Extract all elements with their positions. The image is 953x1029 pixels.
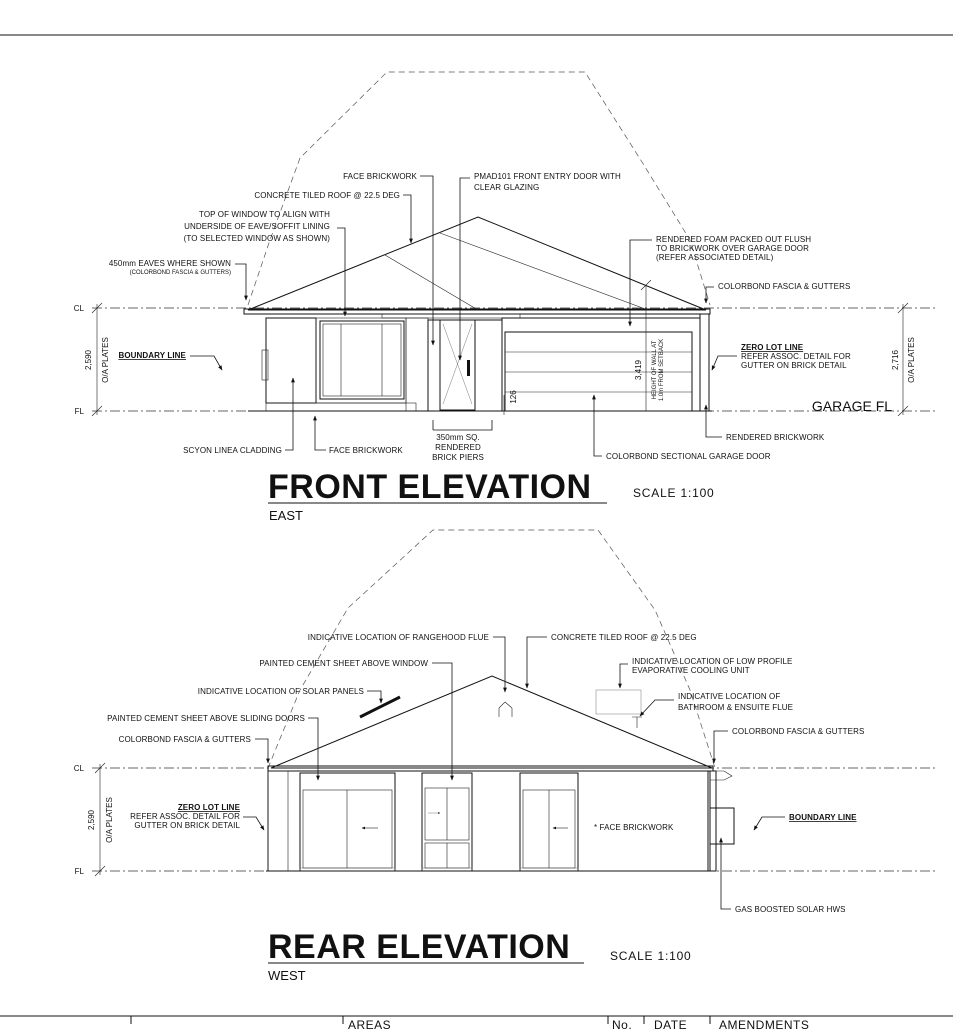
rear-scale: SCALE 1:100 — [610, 949, 692, 963]
front-label-zero-lot-2: REFER ASSOC. DETAIL FOR — [741, 352, 851, 361]
rear-label-boundary: BOUNDARY LINE — [789, 813, 857, 822]
front-label-door-1: PMAD101 FRONT ENTRY DOOR WITH — [474, 172, 621, 181]
title-block-date: DATE — [654, 1018, 688, 1029]
rear-sliding-door-left — [300, 773, 395, 871]
front-dim-left-note: O/A PLATES — [101, 337, 110, 383]
front-label-eaves-2: (COLORBOND FASCIA & GUTTERS) — [129, 270, 231, 276]
rear-rangehood-flue — [499, 702, 512, 717]
front-label-foam-1: RENDERED FOAM PACKED OUT FLUSH — [656, 235, 812, 244]
front-subtitle: EAST — [269, 508, 303, 523]
front-label-foam-2: TO BRICKWORK OVER GARAGE DOOR — [656, 244, 809, 253]
rear-label-cooling-1: INDICATIVE LOCATION OF LOW PROFILE — [632, 657, 793, 666]
front-label-foam-3: (REFER ASSOCIATED DETAIL) — [656, 253, 774, 262]
rear-label-zero-lot-2: REFER ASSOC. DETAIL FOR — [130, 812, 240, 821]
front-label-boundary: BOUNDARY LINE — [118, 351, 186, 360]
front-label-window-align-2: UNDERSIDE OF EAVE/SOFFIT LINING — [184, 222, 330, 231]
front-label-eaves-1: 450mm EAVES WHERE SHOWN — [108, 259, 231, 268]
rear-label-bath-2: BATHROOM & ENSUITE FLUE — [678, 703, 794, 712]
front-title: FRONT ELEVATION — [268, 468, 592, 506]
front-label-window-align-1: TOP OF WINDOW TO ALIGN WITH — [198, 210, 330, 219]
front-scale: SCALE 1:100 — [633, 486, 715, 500]
title-block — [131, 1016, 809, 1029]
rear-title: REAR ELEVATION — [268, 928, 571, 966]
rear-label-bath-1: INDICATIVE LOCATION OF — [678, 692, 781, 701]
front-label-piers-2: RENDERED — [435, 443, 481, 452]
rear-downpipe — [708, 771, 716, 871]
front-fl-label: FL — [74, 407, 84, 416]
rear-hws-unit — [710, 808, 734, 844]
front-downpipe — [700, 314, 709, 411]
front-dim-wall-value: 3,419 — [634, 359, 643, 381]
front-label-window-align-3: (TO SELECTED WINDOW AS SHOWN) — [183, 234, 330, 243]
rear-label-face-brickwork: * FACE BRICKWORK — [594, 823, 674, 832]
rear-solar-panel — [360, 697, 400, 717]
front-pier-left — [406, 318, 428, 411]
front-label-zero-lot-3: GUTTER ON BRICK DETAIL — [741, 361, 847, 370]
rear-label-cement-window: PAINTED CEMENT SHEET ABOVE WINDOW — [259, 659, 428, 668]
rear-label-fascia-left: COLORBOND FASCIA & GUTTERS — [118, 735, 251, 744]
rear-brick-wall — [268, 771, 710, 871]
rear-label-solar: INDICATIVE LOCATION OF SOLAR PANELS — [197, 687, 364, 696]
front-dim-step: 126 — [509, 390, 518, 404]
rear-label-roof: CONCRETE TILED ROOF @ 22.5 DEG — [551, 633, 697, 642]
rear-label-fascia-right: COLORBOND FASCIA & GUTTERS — [732, 727, 865, 736]
front-roof-hip — [385, 255, 478, 310]
front-label-face-brickwork-top: FACE BRICKWORK — [343, 172, 417, 181]
front-dim-right-value: 2,716 — [891, 349, 900, 371]
front-label-piers-1: 350mm SQ. — [436, 433, 480, 442]
rear-cooling-unit — [596, 690, 641, 714]
front-label-cladding: SCYON LINEA CLADDING — [183, 446, 282, 455]
front-label-piers-3: BRICK PIERS — [432, 453, 484, 462]
rear-cl-label: CL — [73, 764, 84, 773]
front-dim-left-value: 2,590 — [84, 349, 93, 371]
front-label-fascia: COLORBOND FASCIA & GUTTERS — [718, 282, 851, 291]
front-label-door-2: CLEAR GLAZING — [474, 183, 540, 192]
front-cladding-wall — [266, 318, 316, 403]
front-dim-wall-note2: 1.0m FROM SETBACK — [659, 338, 665, 402]
front-label-roof: CONCRETE TILED ROOF @ 22.5 DEG — [254, 191, 400, 200]
rear-elevation — [74, 530, 935, 983]
title-block-no: No. — [612, 1018, 633, 1029]
rear-bath-flue — [632, 717, 642, 728]
front-label-rendered-brickwork: RENDERED BRICKWORK — [726, 433, 825, 442]
rear-dim-left-value: 2,590 — [87, 809, 96, 831]
front-label-garage-door: COLORBOND SECTIONAL GARAGE DOOR — [606, 452, 771, 461]
front-window — [320, 321, 404, 399]
rear-label-cement-doors: PAINTED CEMENT SHEET ABOVE SLIDING DOORS — [107, 714, 305, 723]
rear-label-zero-lot-3: GUTTER ON BRICK DETAIL — [134, 821, 240, 830]
rear-subtitle: WEST — [268, 968, 306, 983]
front-label-face-brickwork-bottom: FACE BRICKWORK — [329, 446, 403, 455]
rear-label-zero-lot: ZERO LOT LINE — [177, 803, 240, 812]
front-label-zero-lot: ZERO LOT LINE — [741, 343, 804, 352]
rear-fl-label: FL — [74, 867, 84, 876]
rear-label-hws: GAS BOOSTED SOLAR HWS — [735, 905, 846, 914]
front-dim-wall-note: HEIGHT OF WALL AT — [652, 340, 658, 400]
front-brick-base — [266, 403, 416, 411]
front-cl-label: CL — [73, 304, 84, 313]
front-elevation — [74, 72, 935, 523]
front-garage-fl-label: GARAGE FL — [811, 398, 893, 414]
rear-label-cooling-2: EVAPORATIVE COOLING UNIT — [632, 666, 750, 675]
front-dim-right-note: O/A PLATES — [907, 337, 916, 383]
title-block-areas: AREAS — [348, 1018, 392, 1029]
rear-dim-left-note: O/A PLATES — [105, 797, 114, 843]
rear-envelope-outline — [268, 530, 715, 768]
title-block-amendments: AMENDMENTS — [719, 1018, 810, 1029]
rear-label-rangehood: INDICATIVE LOCATION OF RANGEHOOD FLUE — [307, 633, 489, 642]
